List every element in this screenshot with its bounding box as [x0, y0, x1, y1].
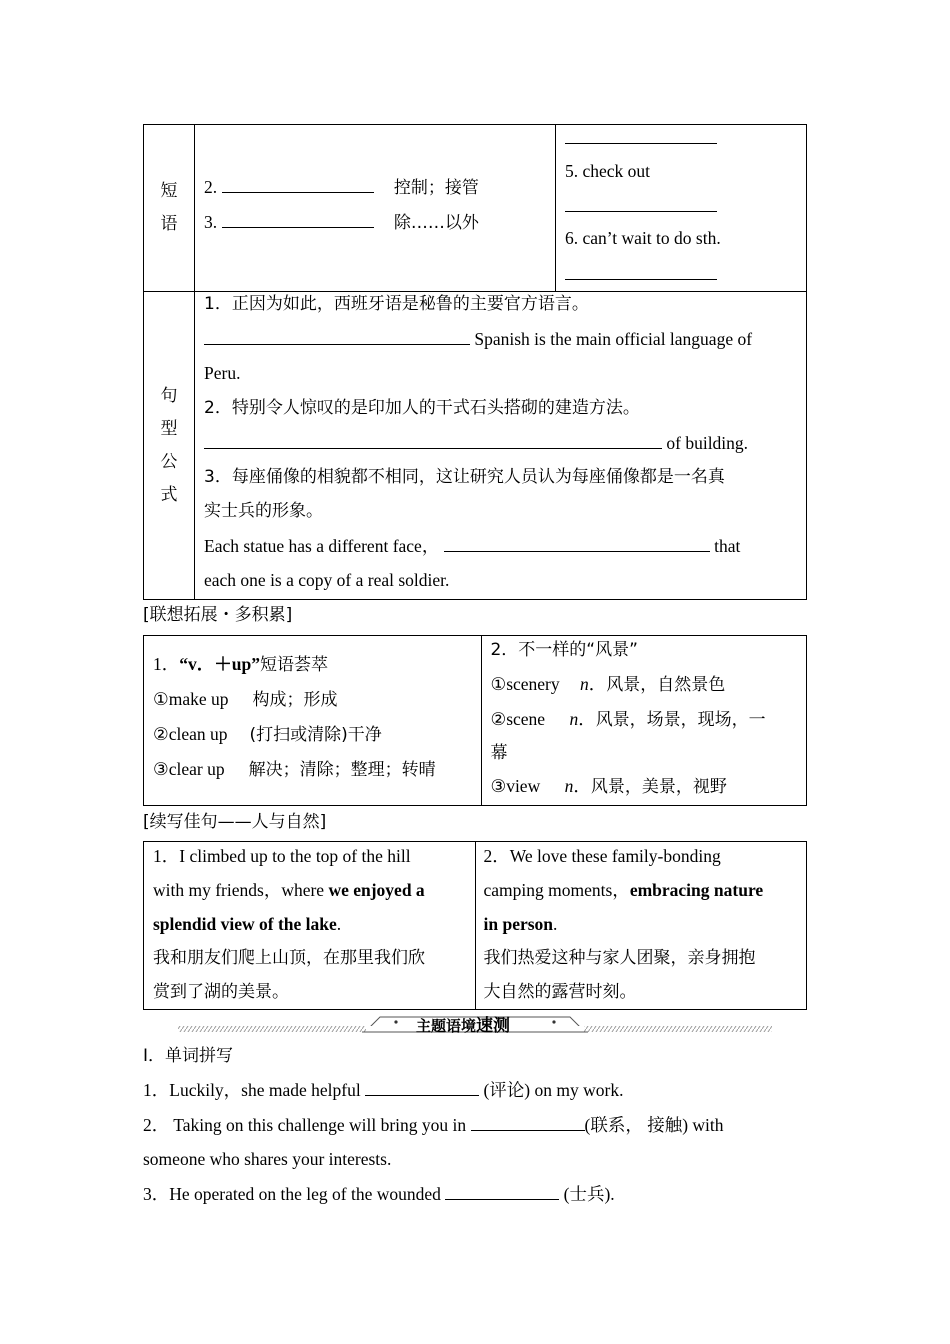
- good-sentences-table: [143, 841, 807, 1010]
- question-1: 1．Luckily，she made helpful (评论) on my work.: [143, 1080, 624, 1100]
- sentence-pattern-cell: [195, 292, 807, 600]
- continuation-heading: [续写佳句——人与自然]: [143, 812, 327, 832]
- answer-blank[interactable]: [565, 263, 717, 280]
- example-line: 2．We love these family-bonding: [483, 846, 721, 866]
- answer-blank[interactable]: [444, 535, 710, 552]
- vocab-table: [143, 124, 807, 600]
- scenery-item: ②scene n．风景，场景，现场，一: [490, 709, 766, 730]
- phrase-item-5: 5. check out: [565, 161, 651, 181]
- phrases-right-cell: [556, 125, 807, 292]
- question-2: 2． Taking on this challenge will bring you in (联系， 接触) with: [143, 1115, 724, 1135]
- answer-blank[interactable]: [222, 176, 374, 193]
- example-line: in person.: [483, 914, 558, 934]
- sentence-example-2: [475, 842, 807, 1010]
- phrase-item-2: 2. 控制；接管: [204, 177, 479, 198]
- example-translation: 我们热爱这种与家人团聚，亲身拥抱: [483, 948, 756, 968]
- answer-blank[interactable]: [445, 1183, 559, 1200]
- example-line: with my friends，where we enjoyed a: [153, 880, 425, 900]
- association-heading: [联想拓展・多积累]: [143, 605, 293, 625]
- answer-blank[interactable]: [204, 432, 662, 449]
- v-up-item: ②clean up (打扫或清除)干净: [153, 724, 382, 745]
- answer-blank[interactable]: [565, 195, 717, 212]
- example-line: 1．I climbed up to the top of the hill: [153, 846, 411, 866]
- v-up-title: 1．“v．＋up”短语荟萃: [153, 654, 328, 675]
- phrases-left-cell: [195, 125, 556, 292]
- example-line: splendid view of the lake.: [153, 914, 342, 934]
- example-line: camping moments，embracing nature: [483, 880, 764, 900]
- answer-blank[interactable]: [565, 127, 717, 144]
- v-up-cell: [144, 636, 482, 806]
- example-translation: 我和朋友们爬上山顶，在那里我们欣: [153, 948, 425, 968]
- question-2-cont: someone who shares your interests.: [143, 1149, 392, 1169]
- sentence-3-en-a: Each statue has a different face， that: [204, 536, 741, 556]
- example-translation: 大自然的露营时刻。: [483, 982, 637, 1002]
- question-3: 3．He operated on the leg of the wounded (士兵).: [143, 1184, 615, 1204]
- sentence-example-1: [144, 842, 476, 1010]
- phrases-label: 短语: [144, 125, 195, 292]
- sentence-1-cn: 1．正因为如此，西班牙语是秘鲁的主要官方语言。: [204, 294, 589, 314]
- exercise-heading: Ⅰ．单词拼写: [143, 1046, 234, 1066]
- association-table: [143, 635, 807, 806]
- sentence-3-cn-b: 实士兵的形象。: [204, 501, 323, 521]
- scenery-item: ①scenery n．风景，自然景色: [490, 674, 726, 695]
- answer-blank[interactable]: [222, 211, 374, 228]
- phrase-item-3: 3. 除……以外: [204, 212, 479, 233]
- scenery-cell: [482, 636, 807, 806]
- sentence-pattern-label: 句型公式: [144, 292, 195, 600]
- answer-blank[interactable]: [365, 1079, 479, 1096]
- answer-blank[interactable]: [471, 1114, 585, 1131]
- sentence-1-en-end: Peru.: [204, 363, 241, 383]
- v-up-item: ①make up 构成；形成: [153, 689, 338, 710]
- example-translation: 赏到了湖的美景。: [153, 982, 289, 1002]
- sentence-3-cn-a: 3．每座俑像的相貌都不相同，这让研究人员认为每座俑像都是一名真: [204, 467, 725, 487]
- phrase-item-6: 6. can’t wait to do sth.: [565, 228, 721, 248]
- v-up-item: ③clear up 解决；清除；整理；转晴: [153, 759, 436, 780]
- answer-blank[interactable]: [204, 328, 470, 345]
- scenery-item: ③view n．风景，美景，视野: [490, 776, 727, 797]
- scenery-item-wrap: 幕: [490, 743, 508, 763]
- sentence-1-en: Spanish is the main official language of: [204, 322, 752, 357]
- scenery-title: 2．不一样的“风景”: [490, 640, 638, 660]
- sentence-3-en-b: each one is a copy of a real soldier.: [204, 570, 450, 590]
- section-banner: [178, 1011, 772, 1035]
- sentence-2-cn: 2．特别令人惊叹的是印加人的干式石头搭砌的建造方法。: [204, 398, 640, 418]
- banner-title: 主题语境速测: [416, 1016, 511, 1036]
- sentence-2-en: of building.: [204, 426, 748, 461]
